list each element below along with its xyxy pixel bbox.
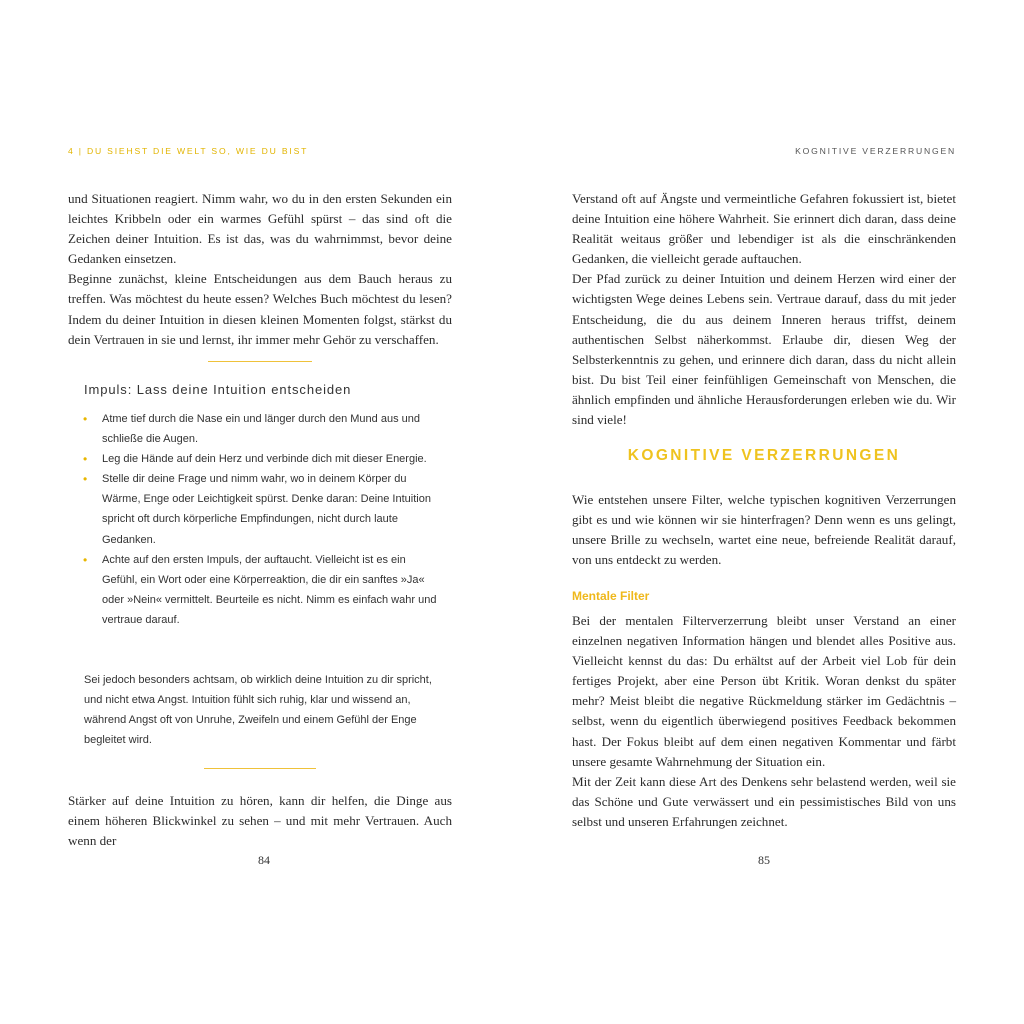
bullet-icon: • <box>83 552 88 567</box>
left-paragraph-1: und Situationen reagiert. Nimm wahr, wo du in den ersten Sekunden ein leichtes Kribbeln oder ein warmes Gefühl spürst – das sind oft die Zeichen deiner Intuition. Es ist das, was du wahrnimmst, bevor deine Gedanken einsetzen. <box>68 191 452 267</box>
page-number-right: 85 <box>758 853 770 867</box>
right-body-top <box>572 189 956 430</box>
left-running-head: 4 | DU SIEHST DIE WELT SO, WIE DU BIST <box>68 146 309 156</box>
impuls-title: Impuls: Lass deine Intuition entscheiden <box>84 382 352 397</box>
impuls-item <box>82 409 442 449</box>
left-paragraph-2: Beginne zunächst, kleine Entscheidungen aus dem Bauch heraus zu treffen. Was möchtest du heute essen? Welches Buch möchtest du lesen? Indem du deiner Intuition in diesen kleinen Momenten folgst, stärkst du dein Vertrauen in sie und lernst, ihr immer mehr Gehör zu verschaffen. <box>68 271 452 347</box>
impuls-list <box>82 409 442 630</box>
impuls-bottom-rule <box>204 768 316 769</box>
right-running-head: KOGNITIVE VERZERRUNGEN <box>795 146 956 156</box>
right-paragraph-1: Verstand oft auf Ängste und vermeintliche Gefahren fokussiert ist, bietet deine Intuition eine höhere Wahrheit. Sie erinnert dich daran, dass deine Realität weitaus größer und lebendiger ist als die einschränkenden Gedanken, die vielleicht gerade auftauchen. <box>572 191 956 267</box>
page-number-left: 84 <box>258 853 270 867</box>
right-paragraph-3: Bei der mentalen Filterverzerrung bleibt unser Verstand an einer einzelnen negativen Information hängen und blendet alles Positive aus. Vielleicht kennst du das: Du erhältst auf der Arbeit viel Lob für dein fertiges Projekt, aber eine Person übt Kritik. Woran denkst du später mehr? Meist bleibt die negative Rückmeldung stärker im Gedächtnis – selbst, wenn du eigentlich überwiegend positives Feedback bekommen hast. Der Fokus bleibt auf dem einen negativen Kommentar und färbt unsere gesamte Wahrnehmung der Situation ein. <box>572 613 956 769</box>
section-heading: KOGNITIVE VERZERRUNGEN <box>627 447 901 464</box>
left-body-bottom <box>68 791 452 851</box>
impuls-item-text: Atme tief durch die Nase ein und länger durch den Mund aus und schließe die Augen. <box>102 413 420 446</box>
left-paragraph-3: Stärker auf deine Intuition zu hören, kann dir helfen, die Dinge aus einem höheren Blickwinkel zu sehen – und mit mehr Vertrauen. Auch wenn der <box>68 793 452 849</box>
bullet-icon: • <box>83 472 88 487</box>
impuls-item-text: Stelle dir deine Frage und nimm wahr, wo in deinem Körper du Wärme, Enge oder Leichtigkeit spürst. Denke daran: Deine Intuition spricht oft durch körperliche Empfindungen, nicht durch laute Gedanken. <box>102 473 431 546</box>
impuls-item-text: Achte auf den ersten Impuls, der auftaucht. Vielleicht ist es ein Gefühl, ein Wort oder eine Körperreaktion, die dir ein sanftes »Ja« oder »Nein« vermittelt. Beurteile es nicht. Nimm es einfach wahr und vertraue darauf. <box>102 553 437 626</box>
left-body-top <box>68 189 452 350</box>
impuls-item <box>82 469 442 549</box>
impuls-item <box>82 449 442 469</box>
bullet-icon: • <box>83 412 88 426</box>
impuls-note: Sei jedoch besonders achtsam, ob wirklich deine Intuition zu dir spricht, und nicht etwa Angst. Intuition fühlt sich ruhig, klar und wissend an, während Angst oft von Unruhe, Zweifeln und einem Gefühl der Enge begleitet wird. <box>84 674 432 747</box>
impuls-top-rule <box>208 361 312 362</box>
right-intro <box>572 490 956 570</box>
subheading-mentale-filter: Mentale Filter <box>572 589 650 603</box>
impuls-item-text: Leg die Hände auf dein Herz und verbinde dich mit dieser Energie. <box>102 453 427 466</box>
bullet-icon: • <box>83 452 88 467</box>
right-body-bottom <box>572 611 956 832</box>
impuls-item <box>82 550 442 630</box>
right-paragraph-2: Der Pfad zurück zu deiner Intuition und deinem Herzen wird einer der wichtigsten Wege deines Lebens sein. Vertraue darauf, dass du mit jeder Entscheidung, die du aus deinem Inneren heraus triffst, deinem authentischen Selbst näherkommst. Erlaube dir, diesen Weg der Selbsterkenntnis zu gehen, und erinnere dich daran, dass du nicht allein bist. Du bist Teil einer feinfühligen Gemeinschaft von Menschen, die ähnlich empfinden und ähnliche Herausforderungen erleben wie du. Wir sind viele! <box>572 271 956 428</box>
right-paragraph-4: Mit der Zeit kann diese Art des Denkens sehr belastend werden, weil sie das Schöne und Gute verwässert und ein pessimistisches Bild von uns selbst und unseren Erfahrungen zeichnet. <box>572 773 956 829</box>
right-intro-paragraph: Wie entstehen unsere Filter, welche typischen kognitiven Verzerrungen gibt es und wie können wir sie hinterfragen? Denn wenn es uns gelingt, unsere Brille zu wechseln, wartet eine neue, befreiende Realität darauf, von uns entdeckt zu werden. <box>572 492 956 568</box>
